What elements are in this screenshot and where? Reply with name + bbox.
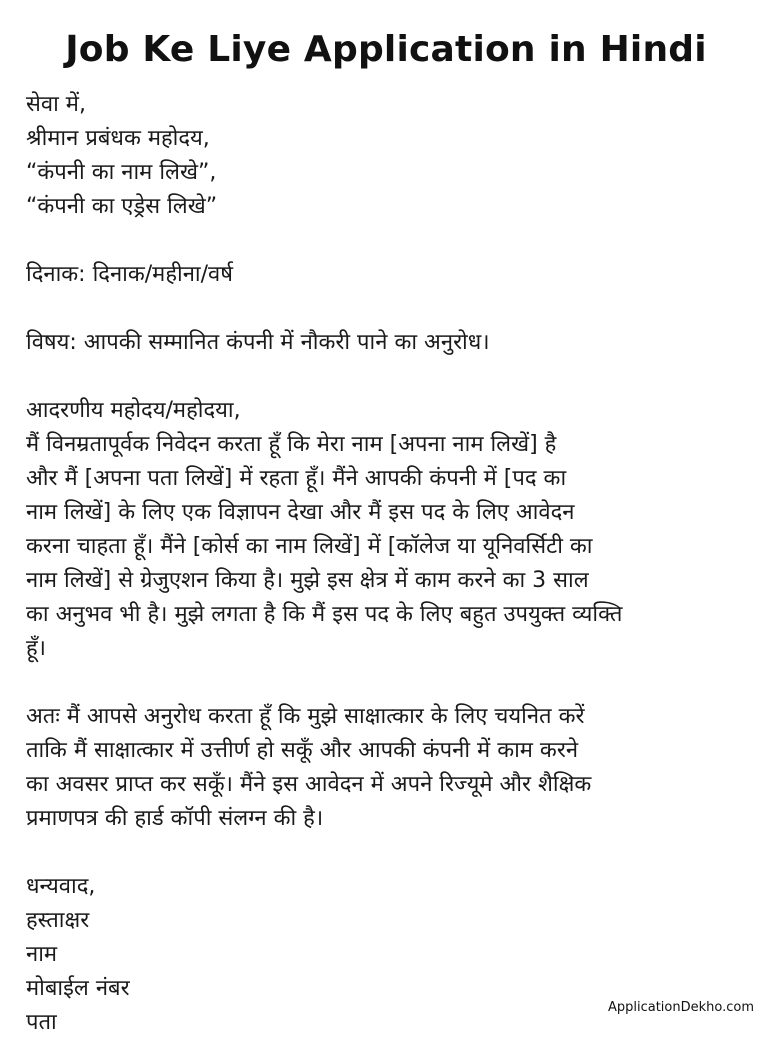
subject-line: विषय: आपकी सम्मानित कंपनी में नौकरी पाने का अनुरोध। [26, 330, 490, 355]
closing-name: नाम [26, 942, 58, 967]
salutation: आदरणीय महोदय/महोदया, [26, 398, 241, 423]
closing-signature: हस्ताक्षर [26, 908, 90, 933]
body-paragraph-2 [26, 700, 746, 836]
site-watermark: ApplicationDekho.com [607, 1000, 754, 1015]
paragraph-line: अतः मैं आपसे अनुरोध करता हूँ कि मुझे साक्षात्कार के लिए चयनित करें [26, 704, 585, 729]
closing-thanks: धन्यवाद, [26, 874, 96, 899]
paragraph-line: प्रमाणपत्र की हार्ड कॉपी संलग्न की है। [26, 806, 324, 831]
paragraph-line: ताकि मैं साक्षात्कार में उत्तीर्ण हो सकूँ और आपकी कंपनी में काम करने [26, 738, 579, 763]
closing-mobile: मोबाईल नंबर [26, 976, 130, 1001]
paragraph-line: का अनुभव भी है। मुझे लगता है कि मैं इस पद के लिए बहुत उपयुक्त व्यक्ति [26, 602, 623, 627]
closing-address: पता [26, 1010, 57, 1035]
paragraph-line: का अवसर प्राप्त कर सकूँ। मैंने इस आवेदन में अपने रिज्यूमे और शैक्षिक [26, 772, 592, 797]
recipient-line-4: “कंपनी का एड्रेस लिखे” [26, 194, 218, 219]
spacer [26, 224, 746, 258]
paragraph-line: करना चाहता हूँ। मैंने [कोर्स का नाम लिखें] में [कॉलेज या यूनिवर्सिटी का [26, 534, 593, 559]
recipient-line-3: “कंपनी का नाम लिखे”, [26, 160, 217, 185]
body-paragraph-1 [26, 428, 746, 666]
letter-body [26, 88, 746, 1040]
spacer [26, 666, 746, 700]
paragraph-line: नाम लिखें] के लिए एक विज्ञापन देखा और मैं इस पद के लिए आवेदन [26, 500, 575, 525]
paragraph-line: और मैं [अपना पता लिखें] में रहता हूँ। मैंने आपकी कंपनी में [पद का [26, 466, 567, 491]
paragraph-line: मैं विनम्रतापूर्वक निवेदन करता हूँ कि मेरा नाम [अपना नाम लिखें] है [26, 432, 557, 457]
paragraph-line: नाम लिखें] से ग्रेजुएशन किया है। मुझे इस क्षेत्र में काम करने का 3 साल [26, 568, 589, 593]
spacer [26, 360, 746, 394]
recipient-line-1: सेवा में, [26, 92, 86, 117]
date-line: दिनाक: दिनाक/महीना/वर्ष [26, 262, 233, 287]
page-title: Job Ke Liye Application in Hindi [65, 29, 707, 70]
paragraph-line: हूँ। [26, 636, 47, 661]
recipient-line-2: श्रीमान प्रबंधक महोदय, [26, 126, 210, 151]
spacer [26, 292, 746, 326]
spacer [26, 836, 746, 870]
